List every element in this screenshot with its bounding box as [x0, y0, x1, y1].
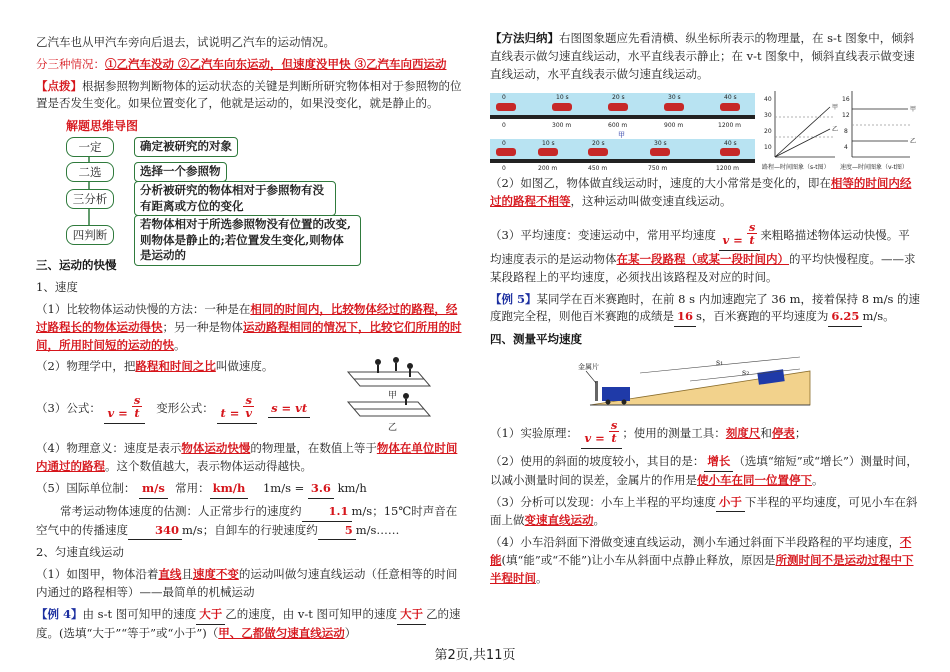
subheading: 2、匀速直线运动 — [36, 545, 124, 560]
svg-text:20 s: 20 s — [592, 140, 605, 148]
paragraph: 乙汽车也从甲汽车旁向后退去，试说明乙汽车的运动情况。 — [36, 35, 335, 49]
car-strip-jia — [490, 93, 755, 139]
svg-text:s₁: s₁ — [716, 358, 724, 367]
svg-text:乙: 乙 — [832, 126, 839, 134]
example-4: 【例 4】由 s-t 图可知甲的速度 大于 乙的速度，由 v-t 图可知甲的速度 大于 乙的速度。(选填“大于”“等于”或“小于”)（甲、乙都做匀速直线运动） — [36, 606, 461, 640]
subheading: 1、速度 — [36, 280, 78, 295]
svg-text:20 s: 20 s — [612, 94, 625, 102]
paragraph: （2）使用的斜面的坡度较小，其目的是： 增长 （选填“缩短”或“增长”）测量时间，以减小测量时间的误差，金属片的作用是使小车在同一位置停下。 — [490, 453, 918, 487]
paragraph: 常考运动物体速度的估测：人正常步行的速度约 1.1 m/s；15℃时声音在空气中的传播速度 340 m/s；自卸车的行驶速度约 5 m/s…… — [36, 503, 468, 541]
paragraph: （1）比较物体运动快慢的方法：一种是在相同的时间内，比较物体经过的路程，经过路程长的物体运动得快；另一种是物体运动路程相同的情况下，比较它们所用的时间，所用时间短的运动的快。 — [36, 301, 462, 352]
svg-text:金属片: 金属片 — [578, 363, 599, 371]
principle-formula: v = $\frac{s}{t}$ — [581, 419, 622, 449]
svg-text:速度—时间图象（v-t图）: 速度—时间图象（v-t图） — [840, 164, 908, 172]
svg-text:40 s: 40 s — [724, 94, 737, 102]
section-title: 四、测量平均速度 — [490, 332, 582, 347]
svg-text:30 s: 30 s — [654, 140, 667, 148]
svg-text:12: 12 — [842, 112, 850, 120]
svg-text:8: 8 — [844, 128, 848, 136]
page-footer: 第2页,共11页 — [434, 647, 516, 663]
speed-formula: v = $\frac{s}{t}$ — [104, 394, 145, 424]
runner-figure — [338, 352, 438, 434]
svg-text:20: 20 — [764, 128, 772, 136]
mind-map-desc: 确定被研究的对象 — [134, 137, 238, 157]
svg-text:甲: 甲 — [910, 106, 917, 114]
s-t-graph — [775, 91, 835, 157]
paragraph: （1）如图甲，物体沿着直线且速度不变的运动叫做匀速直线运动（任意相等的时间内通过的路程相等）——最简单的机械运动 — [36, 567, 458, 599]
mind-map-step: 三分析 — [66, 189, 114, 209]
section-title: 三、运动的快慢 — [36, 258, 117, 273]
svg-text:10: 10 — [764, 144, 772, 152]
mind-map-desc: 分析被研究的物体相对于参照物有没有距离或方位的变化 — [134, 181, 336, 216]
answer-lead: 分三种情况： — [36, 56, 105, 71]
tip-text: 根据参照物判断物体的运动状态的关键是判断所研究物体相对于参照物的位置是否发生变化。如果位置变化了，他就是运动的，如果没变化，就是静止的。 — [36, 78, 462, 111]
mind-map-desc: 若物体相对于所选参照物没有位置的改变,则物体是静止的;若位置发生变化,则物体是运动的 — [134, 215, 361, 266]
svg-text:16: 16 — [842, 96, 850, 104]
mind-map-step: 二选 — [66, 162, 114, 182]
speed-block — [36, 358, 468, 440]
distance-formula: s = vt — [268, 400, 310, 419]
left-column — [36, 34, 468, 646]
svg-text:1200 m: 1200 m — [716, 165, 740, 172]
car-strip-yi — [490, 139, 755, 171]
svg-text:30 s: 30 s — [668, 94, 681, 102]
paragraph: （1）实验原理： v = $\frac{s}{t}$ ；使用的测量工具：刻度尺和停表； — [490, 419, 920, 449]
example-5: 【例 5】某同学在百米赛跑时，在前 8 s 内加速跑完了 36 m，接着保持 8 m/s 的速度跑完全程，则他百米赛跑的成绩是 16 s，百米赛跑的平均速度为 6.25 m/s。 — [490, 291, 920, 328]
paragraph: （4）小车沿斜面下滑做变速直线运动，测小车通过斜面下半段路程的平均速度，不能(填“能”或“不能”)让小车从斜面中点静止释放，原因是所测时间不是运动过程中下半程时间。 — [490, 535, 914, 585]
method-paragraph: 【方法归纳】右图图象题应先看清横、纵坐标所表示的物理量，在 s-t 图象中，倾斜直线表示做匀速直线运动，水平直线表示静止；在 v-t 图象中，倾斜直线表示做变速直线运动，水平直线表示做匀速直线运动。 — [490, 31, 915, 81]
mind-map-desc: 选择一个参照物 — [134, 162, 227, 182]
right-column — [490, 31, 921, 592]
v-t-graph — [852, 91, 910, 157]
svg-text:30: 30 — [764, 112, 772, 120]
svg-text:0: 0 — [502, 122, 506, 130]
svg-text:乙: 乙 — [910, 138, 917, 146]
svg-text:600 m: 600 m — [608, 122, 628, 130]
mind-map — [56, 117, 456, 263]
paragraph — [36, 56, 468, 74]
mind-map-title: 解题思维导图 — [66, 119, 139, 134]
paragraph: （3）平均速度：变速运动中，常用平均速度 v = $\frac{s}{t}$ 来粗略描述物体运动快慢。平均速度表示的是运动物体在某一段路程（或某一段时间内）的平均快慢程度。——求某段路程上的平均速度，必须找出该路程及对应的时间。 — [490, 220, 916, 284]
svg-text:10 s: 10 s — [556, 94, 569, 102]
svg-text:450 m: 450 m — [588, 165, 608, 172]
figure-label: 乙 — [388, 423, 398, 434]
mind-map-step: 四判断 — [66, 225, 114, 245]
paragraph: （5）国际单位制： m/s 常用： km/h 1m/s = 3.6 km/h — [36, 480, 468, 499]
svg-text:10 s: 10 s — [542, 140, 555, 148]
svg-text:750 m: 750 m — [648, 165, 668, 172]
answer-text: ①乙汽车没动 ②乙汽车向东运动，但速度没甲快 ③乙汽车向西运动 — [105, 56, 447, 71]
paragraph: （4）物理意义：速度是表示物体运动快慢的物理量，在数值上等于物体在单位时间内通过的路程。这个数值越大，表示物体运动得越快。 — [36, 441, 458, 474]
svg-text:0: 0 — [502, 140, 506, 148]
svg-text:甲: 甲 — [618, 131, 625, 140]
svg-text:40 s: 40 s — [724, 140, 737, 148]
svg-text:0: 0 — [502, 165, 506, 172]
incline-experiment-figure — [490, 353, 920, 413]
tip-paragraph — [36, 78, 468, 114]
mind-map-step: 一定 — [66, 137, 114, 157]
cars-and-graphs-figure — [490, 87, 920, 171]
paragraph: （3）分析可以发现：小车上半程的平均速度 小于 下半程的平均速度，可见小车在斜面上做变速直线运动。 — [490, 494, 918, 528]
figure-label: 甲 — [388, 391, 398, 402]
paragraph: （2）如图乙，物体做直线运动时，速度的大小常常是变化的，即在相等的时间内经过的路程不相等，这种运动叫做变速直线运动。 — [490, 176, 912, 209]
svg-text:900 m: 900 m — [664, 122, 684, 130]
svg-text:300 m: 300 m — [552, 122, 572, 130]
time-formula: t = $\frac{s}{v}$ — [217, 394, 257, 424]
svg-text:s₂: s₂ — [742, 368, 750, 377]
average-speed-formula: v = $\frac{s}{t}$ — [719, 221, 760, 251]
svg-text:甲: 甲 — [832, 104, 839, 112]
svg-text:1200 m: 1200 m — [718, 122, 742, 130]
tip-tag: 【点拨】 — [36, 78, 82, 93]
paragraph: （2）物理学中，把路程和时间之比叫做速度。 — [36, 359, 274, 374]
formula-line: （3）公式： v = $\frac{s}{t}$ 变形公式： t = $\frac{s}{v}$ s = vt — [36, 394, 468, 424]
svg-text:0: 0 — [502, 94, 506, 102]
svg-text:40: 40 — [764, 96, 772, 104]
svg-text:4: 4 — [844, 144, 848, 152]
svg-text:路程—时间图象（s-t图）: 路程—时间图象（s-t图） — [762, 164, 830, 172]
svg-text:200 m: 200 m — [538, 165, 558, 172]
